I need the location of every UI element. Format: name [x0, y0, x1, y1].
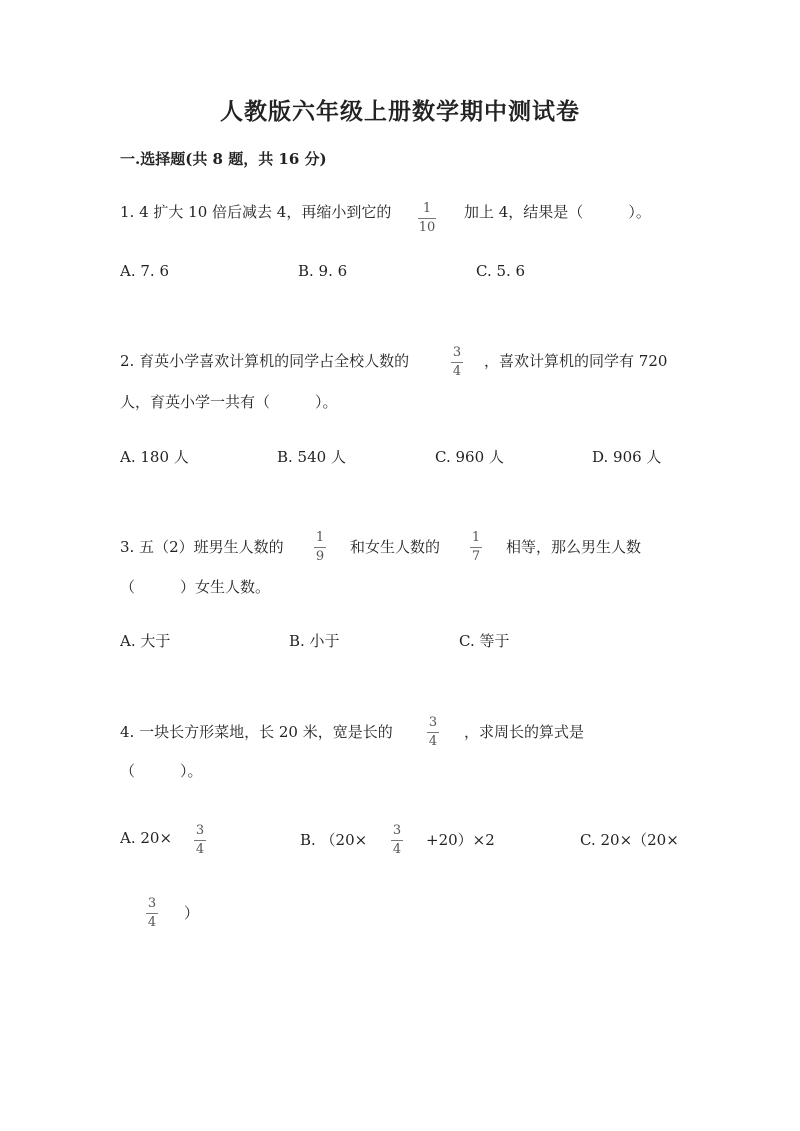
question-2-text-a: 2. 育英小学喜欢计算机的同学占全校人数的 — [120, 352, 410, 370]
fraction-bar — [451, 362, 463, 363]
question-4-option-c-tail: ） — [184, 904, 200, 922]
section-heading: 一.选择题(共 8 题，共 16 分) — [120, 150, 327, 168]
fraction-numerator: 3 — [147, 896, 157, 911]
fraction-denominator: 9 — [315, 549, 325, 564]
question-3-text-c: 相等，那么男生人数 — [506, 538, 642, 556]
question-3-option-b[interactable]: B. 小于 — [289, 632, 340, 650]
question-4-option-c-fraction — [146, 897, 158, 930]
question-4-text-b: ，求周长的算式是 — [464, 723, 585, 741]
question-3-text-b: 和女生人数的 — [350, 538, 441, 556]
question-4-fraction — [427, 716, 439, 749]
question-4-text-a: 4. 一块长方形菜地，长 20 米，宽是长的 — [120, 723, 393, 741]
fraction-numerator: 3 — [428, 715, 438, 730]
fraction-bar — [194, 840, 206, 841]
question-3-fraction-2 — [470, 531, 482, 564]
fraction-denominator: 4 — [392, 842, 402, 857]
fraction-denominator: 4 — [147, 915, 157, 930]
question-3-text-a: 3. 五（2）班男生人数的 — [120, 538, 284, 556]
fraction-denominator: 4 — [195, 842, 205, 857]
question-2-text-b: ，喜欢计算机的同学有 720 — [484, 352, 668, 370]
question-2-option-b[interactable]: B. 540 人 — [277, 448, 346, 466]
question-1-option-b[interactable]: B. 9. 6 — [298, 262, 348, 280]
question-1-text-b: 加上 4，结果是（ ）。 — [464, 203, 651, 221]
question-4-text-c: （ ）。 — [120, 762, 203, 780]
question-1-option-c[interactable]: C. 5. 6 — [476, 262, 526, 280]
question-3-text-d: （ ）女生人数。 — [120, 578, 271, 596]
question-4-option-c[interactable]: C. 20×（20× — [580, 831, 679, 849]
fraction-numerator: 1 — [315, 530, 325, 545]
fraction-numerator: 1 — [422, 201, 432, 216]
question-2-text-c: 人，育英小学一共有（ ）。 — [120, 393, 338, 411]
question-1-fraction — [418, 202, 436, 235]
question-1-text-a: 1. 4 扩大 10 倍后减去 4，再缩小到它的 — [120, 203, 392, 221]
question-3-option-a[interactable]: A. 大于 — [120, 632, 171, 650]
question-2-option-a[interactable]: A. 180 人 — [120, 448, 189, 466]
question-4-option-b-fraction — [391, 824, 403, 857]
question-4-option-a-fraction — [194, 824, 206, 857]
question-4-option-b-tail: +20）×2 — [426, 831, 495, 849]
fraction-numerator: 1 — [471, 530, 481, 545]
question-3-fraction-1 — [314, 531, 326, 564]
fraction-denominator: 4 — [428, 734, 438, 749]
fraction-numerator: 3 — [195, 823, 205, 838]
fraction-bar — [470, 547, 482, 548]
question-1-option-a[interactable]: A. 7. 6 — [120, 262, 169, 280]
question-4-option-a[interactable]: A. 20× — [120, 829, 173, 847]
fraction-denominator: 7 — [471, 549, 481, 564]
question-2-fraction — [451, 346, 463, 379]
fraction-numerator: 3 — [452, 345, 462, 360]
fraction-bar — [427, 732, 439, 733]
fraction-denominator: 10 — [418, 220, 436, 235]
question-4-option-b[interactable]: B. （20× — [300, 831, 368, 849]
fraction-numerator: 3 — [392, 823, 402, 838]
question-2-option-d[interactable]: D. 906 人 — [592, 448, 662, 466]
fraction-bar — [391, 840, 403, 841]
fraction-bar — [314, 547, 326, 548]
question-2-option-c[interactable]: C. 960 人 — [435, 448, 504, 466]
fraction-bar — [418, 218, 436, 219]
page-title: 人教版六年级上册数学期中测试卷 — [220, 98, 580, 125]
question-3-option-c[interactable]: C. 等于 — [459, 632, 510, 650]
fraction-bar — [146, 913, 158, 914]
fraction-denominator: 4 — [452, 364, 462, 379]
